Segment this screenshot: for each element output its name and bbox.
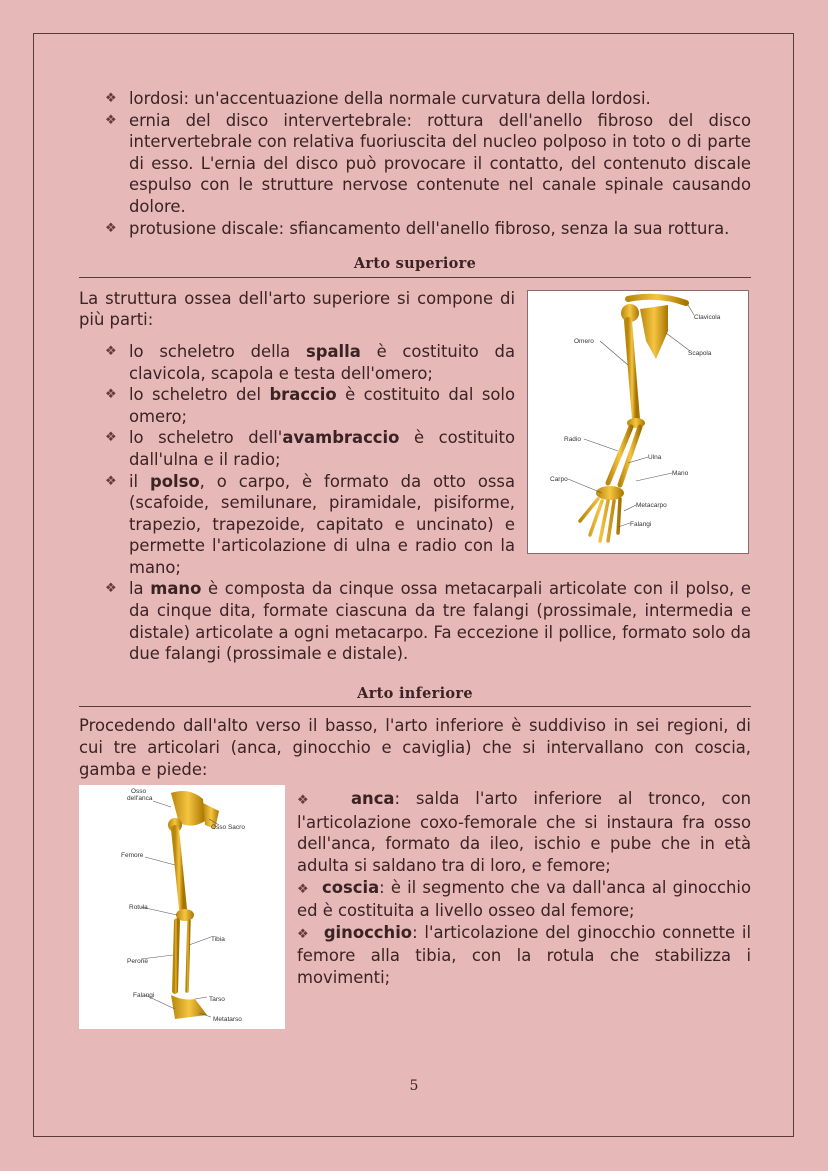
label-osso-anca-2: dell'anca (127, 795, 153, 803)
superiore-list-continued (79, 578, 751, 664)
label-falangi: Falangi (133, 992, 155, 1000)
list-item: ❖ anca: salda l'arto inferiore al tronco, con l'articolazione coxo-femorale che si instaura fra osso dell'anca, formato da ileo, ischio e pube che in età adulta si saldano tra di loro, e femore; (297, 789, 752, 875)
diamond-bullet-icon: ❖ (105, 112, 117, 128)
list-item: ❖ lordosi: un'accentuazione della normale curvatura della lordosi. (105, 89, 651, 108)
label-falangi: Falangi (630, 520, 652, 528)
diamond-bullet-icon: ❖ (105, 220, 117, 236)
label-mano: Mano (672, 469, 689, 477)
label-clavicola: Clavicola (694, 313, 721, 321)
diamond-bullet-icon: ❖ (105, 343, 117, 359)
label-carpo: Carpo (550, 475, 568, 483)
top-list (79, 88, 751, 239)
diamond-bullet-icon: ❖ (105, 387, 117, 403)
section-arto-inferiore (79, 715, 752, 1024)
list-item: ❖ coscia: è il segmento che va dall'anca al ginocchio ed è costituita a livello osseo dal femore; (297, 877, 752, 921)
label-ulna: Ulna (648, 453, 662, 461)
label-radio: Radio (564, 435, 581, 443)
section-heading-arto-inferiore: Arto inferiore (79, 683, 751, 708)
label-omero: Omero (574, 337, 594, 345)
list-item: ❖ il polso, o carpo, è formato da otto ossa (scafoide, semilunare, piramidale, pisiforme, trapezio, trapezoide, capitato e uncinato) e permette l'articolazione di ulna e radio con la mano; (105, 471, 515, 577)
list-item: ❖ ernia del disco intervertebrale: rottura dell'anello fibroso del disco intervertebrale con relativa fuoriuscita del nucleo polposo in toto o di parte di esso. L'ernia del disco può provocare il contatto, del contenuto discale espulso con le strutture nervose contenute nel canale spinale causando dolore. (105, 110, 751, 216)
label-tarso: Tarso (209, 996, 225, 1004)
inferiore-list (297, 788, 751, 988)
section-heading-arto-superiore: Arto superiore (79, 253, 751, 278)
diamond-bullet-icon: ❖ (105, 581, 117, 597)
intro-paragraph: Procedendo dall'alto verso il basso, l'arto inferiore è suddiviso in sei regioni, di cui tre articolari (anca, ginocchio e caviglia) che si intervallano con coscia, gamba e piede: (79, 716, 751, 779)
list-item: ❖ lo scheletro della spalla è costituito da clavicola, scapola e testa dell'omero; (105, 341, 515, 383)
arm-skeleton-figure (527, 290, 749, 554)
label-osso-anca: Osso (131, 788, 147, 796)
diamond-bullet-icon: ❖ (105, 430, 117, 446)
leg-skeleton-figure (79, 785, 285, 1029)
intro-paragraph: La struttura ossea dell'arto superiore si compone di più parti: (79, 288, 515, 330)
diamond-bullet-icon: ❖ (297, 881, 310, 897)
section-arto-superiore (79, 288, 751, 665)
diamond-bullet-icon: ❖ (105, 91, 117, 106)
superiore-list (79, 341, 515, 579)
list-item: ❖ protusione discale: sfiancamento dell'anello fibroso, senza la sua rottura. (105, 218, 730, 238)
list-item: ❖ la mano è composta da cinque ossa metacarpali articolate con il polso, e da cinque dita, formate ciascuna da tre falangi (prossimale, intermedia e distale) articolate a ogni metacarpo. Fa eccezione il pollice, formato solo da due falangi (prossimale e distale). (105, 579, 751, 664)
label-perone: Perone (127, 958, 148, 966)
list-item: ❖ lo scheletro del braccio è costituito dal solo omero; (105, 385, 515, 426)
list-item: ❖ lo scheletro dell'avambraccio è costituito dall'ulna e il radio; (105, 428, 515, 469)
diamond-bullet-icon: ❖ (105, 473, 117, 489)
list-item: ❖ ginocchio: l'articolazione del ginocchio connette il femore alla tibia, con la rotula che stabilizza i movimenti; (297, 922, 752, 987)
label-tibia: Tibia (211, 936, 225, 944)
label-osso-sacro: Osso Sacro (211, 824, 245, 832)
label-femore: Femore (121, 852, 144, 860)
page-number: 5 (409, 1078, 419, 1094)
label-metacarpo: Metacarpo (636, 501, 667, 509)
label-metatarso: Metatarso (213, 1016, 242, 1024)
diamond-bullet-icon: ❖ (297, 793, 320, 809)
label-scapola: Scapola (688, 349, 712, 357)
page-content (79, 88, 752, 1024)
label-rotula: Rotula (129, 904, 148, 912)
diamond-bullet-icon: ❖ (297, 926, 311, 942)
